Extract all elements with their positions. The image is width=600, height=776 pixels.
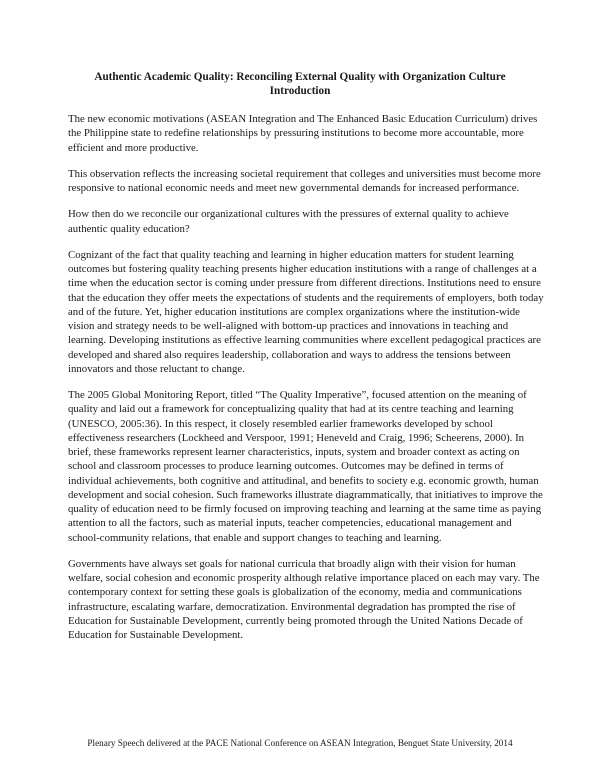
paragraph-4: Cognizant of the fact that quality teaching and learning in higher education matters for student learning outcomes but fostering quality teaching presents higher education institutions with a range of challenges at a time when the education sector is coming under pressure from different directions. Institutions need to ensure that the education they offer meets the expectations of students and the requirements of employers, both today and of the future. Yet, higher education institutions are complex organizations where the institution-wide vision and strategy needs to be well-aligned with bottom-up practices and innovations in teaching and learning. Developing institutions as effective learning communities where excellent pedagogical practices are developed and shared also requires leadership, collaboration and ways to address the tensions between innovators and those reluctant to change. [68,248,544,375]
paragraph-5: The 2005 Global Monitoring Report, titled “The Quality Imperative”, focused attention on the meaning of quality and laid out a framework for conceptualizing quality that had at its centre teaching and learning (UNESCO, 2005:36). In this respect, it closely resembled earlier frameworks developed by school effectiveness researchers (Lockheed and Verspoor, 1991; Heneveld and Craig, 1996; Scheerens, 2000). In brief, these frameworks represent learner characteristics, inputs, system and broader context as acting on school and classroom processes to produce learning outcomes. Outcomes may be defined in terms of individual achievements, both cognitive and attitudinal, and benefits to society e.g. economic growth, human development and social cohesion. Such frameworks illustrate diagrammatically, that initiatives to improve the quality of education need to be firmly focused on improving teaching and learning at the same time as paying attention to all the factors, such as material inputs, teacher competencies, educational management and school-community relations, that enable and support changes to teaching and learning. [68,389,543,544]
document-title: Authentic Academic Quality: Reconciling External Quality with Organization Culture [94,71,506,83]
paragraph-1: The new economic motivations (ASEAN Integration and The Enhanced Basic Education Curriculum) drives the Philippine state to redefine relationships by pressuring institutions to become more accountable, more efficient and more productive. [68,113,538,154]
document-body [68,112,546,654]
title-block [60,70,540,98]
paragraph-3: How then do we reconcile our organizational cultures with the pressures of external quality to achieve authentic quality education? [68,208,509,235]
page-footer: Plenary Speech delivered at the PACE National Conference on ASEAN Integration, Benguet State University, 2014 [87,738,513,748]
section-heading: Introduction [269,85,331,97]
paragraph-2: This observation reflects the increasing societal requirement that colleges and universities must become more responsive to national economic needs and meet new governmental demands for increased performance. [68,167,541,194]
paragraph-6: Governments have always set goals for national curricula that broadly align with their vision for human welfare, social cohesion and economic prosperity although relative importance placed on each may vary. The contemporary context for setting these goals is globalization of the economy, media and communications infrastructure, escalating warfare, democratization. Environmental degradation has prompted the rise of Education for Sustainable Development, currently being promoted through the United Nations Decade of Education for Sustainable Development. [68,557,540,641]
